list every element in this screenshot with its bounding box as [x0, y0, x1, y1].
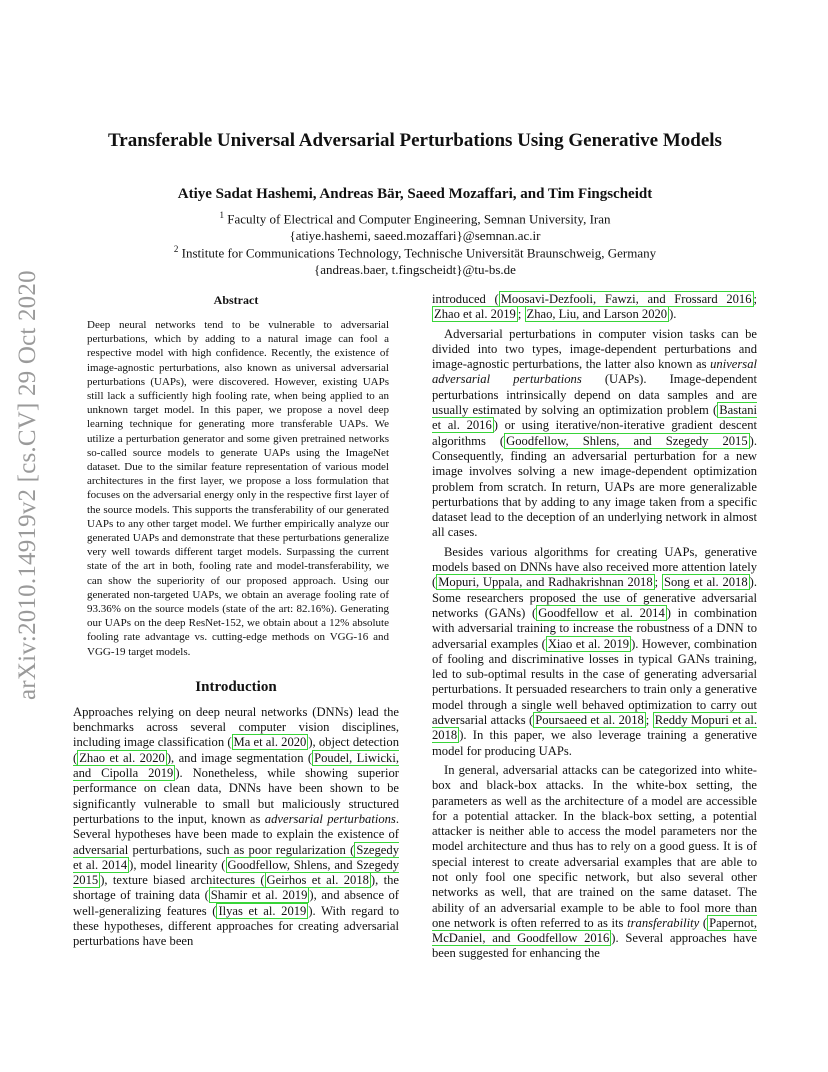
affiliation-2-mark: 2	[173, 244, 179, 254]
right-column	[432, 292, 757, 962]
emphasis-term: universal adversarial perturbations	[432, 357, 757, 387]
affiliation-1-mark: 1	[219, 210, 224, 220]
citation-link[interactable]: Papernot, McDaniel, and Goodfellow 2016	[432, 915, 757, 946]
text-run: ). In this paper, we also leverage training a generative model for producing UAPs.	[432, 728, 757, 758]
citation-link[interactable]: Goodfellow et al. 2014	[538, 605, 665, 620]
citation-link[interactable]: Bastani et al. 2016	[432, 403, 757, 433]
text-run: Adversarial perturbations in computer vision tasks can be divided into two types, image-dependent perturbations and image-agnostic perturbations, the latter also known as	[432, 326, 757, 372]
affiliation-1	[60, 207, 770, 244]
citation-link[interactable]: Xiao et al. 2019	[547, 636, 630, 651]
introduction-heading: Introduction	[195, 678, 277, 695]
abstract-text: Deep neural networks tend to be vulnerable to adversarial perturbations, which by adding to a natural image can fool a respective model with high confidence. Recently, the existence of image-agnostic perturbations, also known as universal adversarial perturbations (UAPs), were discovered. However, existing UAPs still lack a sufficiently high fooling rate, when being applied to an unknown target model. In this paper, we propose a novel deep learning technique for generating more transferable UAPs. We utilize a perturbation generator and some given pretrained networks so-called source models to generate UAPs using the ImageNet dataset. Due to the similar feature representation of various model architectures in the first layer, we propose a loss formulation that focuses on the adversarial energy only in the respective first layer of the source models. This supports the transferability of our generated UAPs to any other target model. We further empirically analyze our generated UAPs and demonstrate that these perturbations generalize very well towards different target models. Surpassing the current state of the art in both, fooling rate and model-transferability, we can show the superiority of our proposed approach. Using our generated non-targeted UAPs, we obtain an average fooling rate of 93.36% on the source models (state of the art: 82.16%). Generating our UAPs on the deep ResNet-152, we obtain about a 12% absolute fooling rate advantage vs. cutting-edge methods on VGG-16 and VGG-19 target models.	[87, 319, 389, 658]
text-run: ), the shortage of training data (	[73, 873, 399, 903]
citation-link[interactable]: Reddy Mopuri et al. 2018	[432, 713, 757, 743]
citation-link[interactable]: Zhao et al. 2020	[79, 750, 165, 765]
text-run: ), and absence of well-generalizing features (	[73, 888, 399, 918]
text-run: ;	[753, 292, 758, 306]
text-run: ).	[669, 307, 677, 322]
text-run: ;	[645, 713, 653, 728]
text-run: ). Several approaches have been suggested for enhancing the	[432, 931, 758, 961]
text-run: ). Nonetheless, while showing superior performance on clean data, DNNs have been shown to be significantly vulnerable to small but maliciously structured perturbations to the input, known as	[73, 766, 399, 826]
text-run: introduced (	[432, 292, 499, 306]
text-run: ). With regard to these hypotheses, different approaches for creating adversarial perturbations have been	[73, 903, 399, 949]
text-run: (UAPs). Image-dependent perturbations intrinsically depend on data samples and are usually estimated by solving an optimization problem (	[432, 372, 757, 418]
abstract-heading: Abstract	[213, 293, 259, 307]
left-column	[73, 292, 399, 950]
intro-paragraph-2	[432, 327, 757, 541]
emphasis-term: adversarial perturbations	[264, 811, 396, 826]
text-run: (	[699, 915, 708, 930]
affiliation-2-institution: Institute for Communications Technology, Technische Universität Braunschweig, Germany	[181, 245, 657, 261]
citation-link[interactable]: Geirhos et al. 2018	[266, 873, 369, 888]
citation-link[interactable]: Mopuri, Uppala, and Radhakrishnan 2018	[438, 575, 653, 590]
text-run: ). Consequently, finding an adversarial perturbation for a new image involves solving a new image-dependent optimization problem from scratch. In return, UAPs are more generalizable perturbations that by adding to any image taken from a specific dataset lead to the deception of an underlying network in almost all cases.	[432, 433, 757, 540]
author-list: Atiye Sadat Hashemi, Andreas Bär, Saeed Mozaffari, and Tim Fingscheidt	[177, 186, 653, 202]
text-run: ). However, combination of fooling and discriminative losses in typical GANs training, led to sub-optimal results in the case of generating adversarial perturbations. It persuaded researchers to train only a generative model through a single well behaved optimization to carry out adversarial attacks (	[432, 636, 757, 728]
citation-link[interactable]: Shamir et al. 2019	[210, 888, 308, 903]
text-run: ), model linearity (	[129, 857, 226, 872]
citation-link[interactable]: Ma et al. 2020	[233, 735, 307, 750]
text-run: In general, adversarial attacks can be categorized into white-box and black-box attacks. In the white-box setting, the parameters as well as the architecture of a model are accessible for a potential attacker. In the black-box setting, a potential attacker is neither able to access the model parameters nor the model architecture and thus has to rely on a good guess. It is of special interest to create adversarial examples that are able to not only fool one specific network, but also several other networks as well, that are trained on the same dataset. The ability of an adversarial example to be able to fool more than one network is often referred to as its	[432, 762, 757, 930]
text-run: Besides various algorithms for creating UAPs, generative models based on DNNs have also received more attention lately (	[432, 544, 757, 590]
text-run: ), object detection (	[73, 735, 399, 765]
affiliation-1-institution: Faculty of Electrical and Computer Engineering, Semnan University, Iran	[227, 211, 611, 227]
intro-paragraph-1-continued	[432, 292, 757, 323]
intro-paragraph-1	[73, 705, 399, 950]
affiliation-1-emails: {atiye.hashemi, saeed.mozaffari}@semnan.ac.ir	[289, 228, 541, 244]
text-run: ) in combination with adversarial training to increase the robustness of a DNN to adversarial examples (	[432, 605, 757, 651]
paper-title: Transferable Universal Adversarial Perturbations Using Generative Models	[108, 130, 722, 151]
citation-link[interactable]: Zhao, Liu, and Larson 2020	[526, 307, 668, 322]
intro-paragraph-3	[432, 545, 757, 759]
citation-link[interactable]: Ilyas et al. 2019	[218, 903, 307, 918]
citation-link[interactable]: Goodfellow, Shlens, and Szegedy 2015	[506, 433, 748, 448]
citation-link[interactable]: Szegedy et al. 2014	[73, 842, 399, 872]
affiliation-2	[60, 241, 770, 278]
citation-link[interactable]: Poudel, Liwicki, and Cipolla 2019	[73, 750, 399, 781]
affiliation-2-emails: {andreas.baer, t.fingscheidt}@tu-bs.de	[314, 262, 516, 278]
text-run: ) or using iterative/non-iterative gradient descent algorithms (	[432, 418, 757, 448]
text-run: ), and image segmentation (	[166, 750, 313, 765]
text-run: ), texture biased architectures (	[100, 873, 265, 888]
emphasis-term: transferability	[627, 915, 700, 930]
citation-link[interactable]: Goodfellow, Shlens, and Szegedy 2015	[73, 857, 399, 888]
citation-link[interactable]: Zhao et al. 2019	[434, 307, 516, 322]
text-run: . Several hypotheses have been made to explain the existence of adversarial perturbations, such as poor regularization (	[73, 811, 399, 857]
text-run: ;	[517, 307, 525, 322]
text-run: ;	[654, 575, 662, 590]
citation-link[interactable]: Poursaeed et al. 2018	[535, 713, 644, 728]
citation-link[interactable]: Song et al. 2018	[663, 575, 748, 590]
text-run: Approaches relying on deep neural networks (DNNs) lead the benchmarks across several computer vision disciplines, including image classification (	[73, 704, 399, 750]
citation-link[interactable]: Moosavi-Dezfooli, Fawzi, and Frossard 2016	[500, 292, 752, 306]
text-run: ). Some researchers proposed the use of generative adversarial networks (GANs) (	[432, 575, 757, 620]
arxiv-identifier: arXiv:2010.14919v2 [cs.CV] 29 Oct 2020	[14, 270, 41, 700]
intro-paragraph-4	[432, 763, 757, 962]
